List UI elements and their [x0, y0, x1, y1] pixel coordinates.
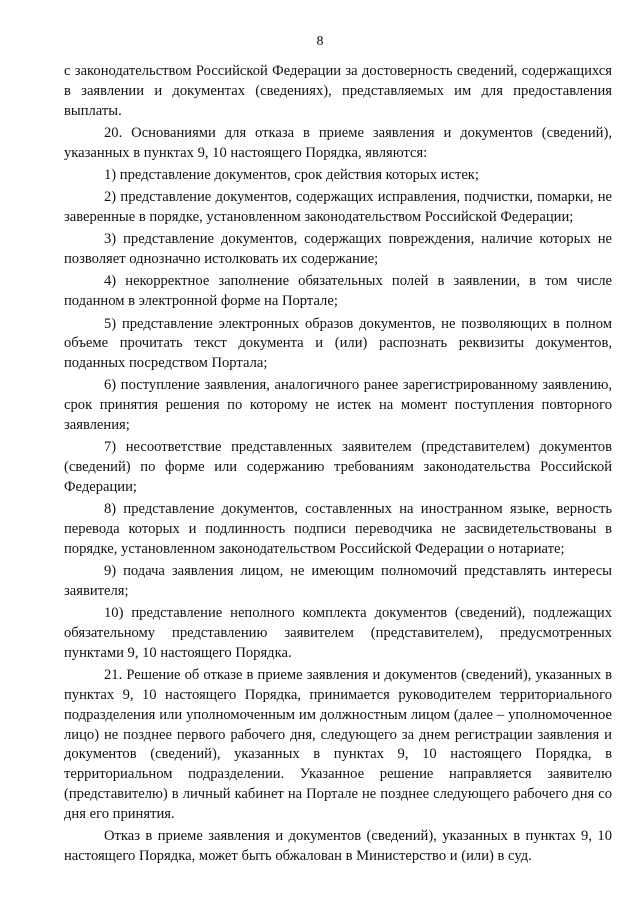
list-item-6: 6) поступление заявления, аналогичного ранее зарегистрированному заявлению, срок принятия решения по которому не истек на момент поступления повторного заявления; [64, 377, 612, 434]
paragraph-appeal: Отказ в приеме заявления и документов (сведений), указанных в пунктах 9, 10 настоящего Порядка, может быть обжалован в Министерство и (или) в суд. [64, 827, 612, 864]
document-body [64, 62, 612, 867]
list-item-9: 9) подача заявления лицом, не имеющим полномочий представлять интересы заявителя; [64, 563, 612, 599]
list-item-4: 4) некорректное заполнение обязательных полей в заявлении, в том числе поданном в электронной форме на Портале; [64, 273, 612, 310]
list-item-10: 10) представление неполного комплекта документов (сведений), подлежащих обязательному представлению заявителем (представителем), предусмотренных пунктами 9, 10 настоящего Порядка. [64, 605, 612, 661]
list-item-7: 7) несоответствие представленных заявителем (представителем) документов (сведений) по форме или содержанию требованиям законодательства Российской Федерации; [64, 439, 612, 495]
list-item-3: 3) представление документов, содержащих повреждения, наличие которых не позволяет однозначно истолковать их содержание; [64, 231, 612, 268]
paragraph-continuation: с законодательством Российской Федерации за достоверность сведений, содержащихся в заявлении и документах (сведениях), представляемых им для предоставления выплаты. [64, 63, 612, 119]
list-item-2: 2) представление документов, содержащих исправления, подчистки, помарки, не заверенные в порядке, установленном законодательством Российской Федерации; [64, 189, 612, 226]
page-number: 8 [316, 34, 324, 49]
list-item-5: 5) представление электронных образов документов, не позволяющих в полном объеме прочитать текст документа и (или) распознать реквизиты документов, поданных посредством Портала; [64, 315, 612, 372]
list-item-1: 1) представление документов, срок действия которых истек; [104, 166, 479, 183]
paragraph-item-21: 21. Решение об отказе в приеме заявления и документов (сведений), указанных в пунктах 9, 10 настоящего Порядка, принимается руководителем территориального подразделения или уполномоченным им должностным лицом (далее – уполномоченное лицо) не позднее первого рабочего дня, следующего за днем регистрации заявления и документов (сведений), указанных в пунктах 9, 10 настоящего Порядка, в территориальном подразделении. Указанное решение направляется заявителю (представителю) в личный кабинет на Портале не позднее следующего рабочего дня со дня его принятия. [64, 667, 612, 822]
list-item-8: 8) представление документов, составленных на иностранном языке, верность перевода которых и подлинность подписи переводчика не засвидетельствованы в порядке, установленном законодательством Российской Федерации о нотариате; [64, 501, 612, 557]
paragraph-item-20: 20. Основаниями для отказа в приеме заявления и документов (сведений), указанных в пунктах 9, 10 настоящего Порядка, являются: [64, 124, 612, 161]
